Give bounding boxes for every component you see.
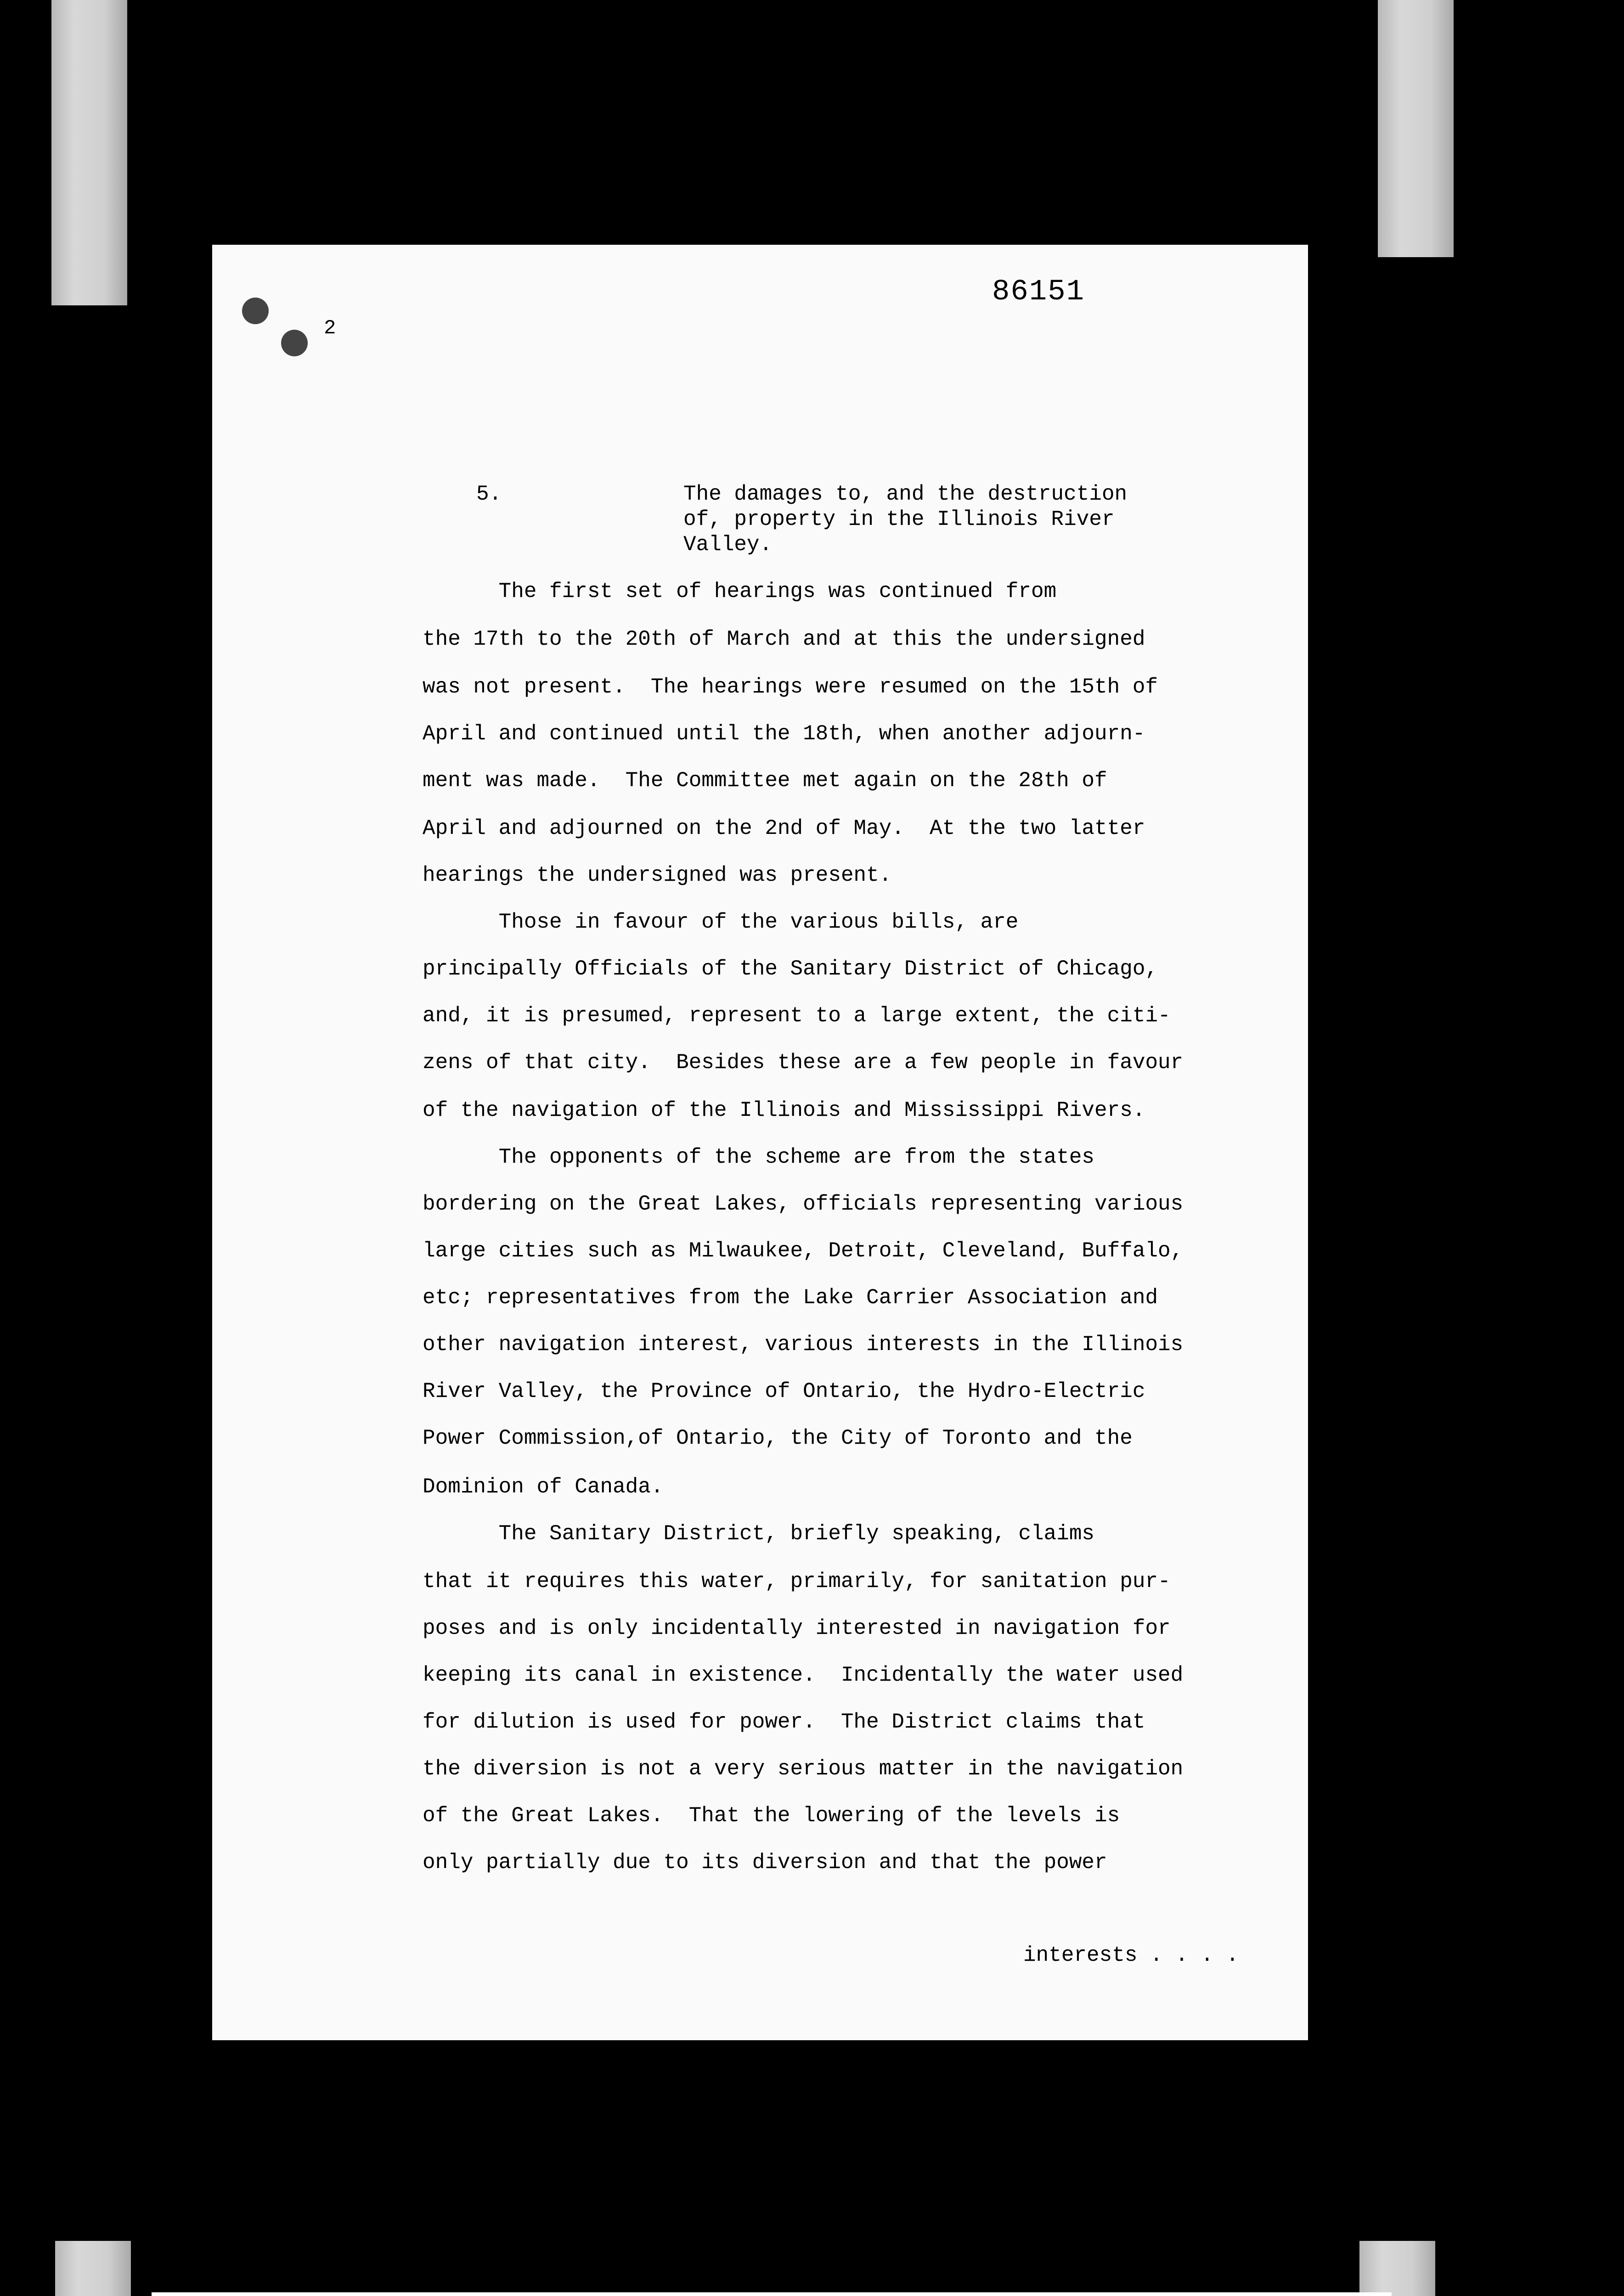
punch-hole-bottom [281,330,308,356]
archive-stamp-label [152,2292,1392,2296]
section-title: The damages to, and the destruction of, property in the Illinois River Valley. [683,482,1128,557]
text-line: Those in favour of the various bills, are [423,910,1019,934]
text-line: the 17th to the 20th of March and at this the undersigned [423,627,1145,651]
text-line: principally Officials of the Sanitary District of Chicago, [423,957,1158,981]
text-line: River Valley, the Province of Ontario, the Hydro-Electric [423,1379,1145,1403]
text-line: April and adjourned on the 2nd of May. At the two latter [423,816,1145,840]
continuation-catchword: interests . . . . [1023,1943,1239,1967]
mount-tape-bottom-right [1359,2241,1435,2296]
text-line: ment was made. The Committee met again on the 28th of [423,769,1107,793]
mount-tape-top-right [1378,0,1454,257]
page-number: 86151 [992,276,1085,309]
mount-tape-bottom-left [55,2241,131,2296]
text-line: of the Great Lakes. That the lowering of the levels is [423,1804,1120,1828]
sheet-number: 2 [324,317,336,340]
section-number: 5. [476,482,502,506]
text-line: April and continued until the 18th, when another adjourn- [423,722,1145,746]
text-line: large cities such as Milwaukee, Detroit, Cleveland, Buffalo, [423,1239,1184,1263]
mount-tape-top-left [51,0,127,305]
text-line: for dilution is used for power. The District claims that [423,1710,1145,1734]
text-line: of the navigation of the Illinois and Mississippi Rivers. [423,1098,1145,1122]
text-line: hearings the undersigned was present. [423,863,892,887]
text-line: Dominion of Canada. [423,1475,664,1499]
text-line: other navigation interest, various interests in the Illinois [423,1333,1184,1356]
text-line: poses and is only incidentally interested in navigation for [423,1616,1171,1640]
text-line: The Sanitary District, briefly speaking, claims [423,1522,1095,1546]
text-line: only partially due to its diversion and that the power [423,1851,1107,1874]
text-line: keeping its canal in existence. Incidentally the water used [423,1663,1184,1687]
text-line: The first set of hearings was continued from [423,580,1057,603]
text-line: bordering on the Great Lakes, officials representing various [423,1192,1184,1216]
text-line: that it requires this water, primarily, for sanitation pur- [423,1570,1171,1593]
text-line: was not present. The hearings were resumed on the 15th of [423,675,1158,699]
text-line: Power Commission,of Ontario, the City of Toronto and the [423,1426,1133,1450]
text-line: and, it is presumed, represent to a large extent, the citi- [423,1004,1171,1028]
text-line: The opponents of the scheme are from the states [423,1145,1095,1169]
text-line: zens of that city. Besides these are a few people in favour [423,1051,1184,1075]
text-line: etc; representatives from the Lake Carrier Association and [423,1286,1158,1310]
text-line: the diversion is not a very serious matter in the navigation [423,1757,1184,1781]
punch-hole-top [242,298,269,324]
